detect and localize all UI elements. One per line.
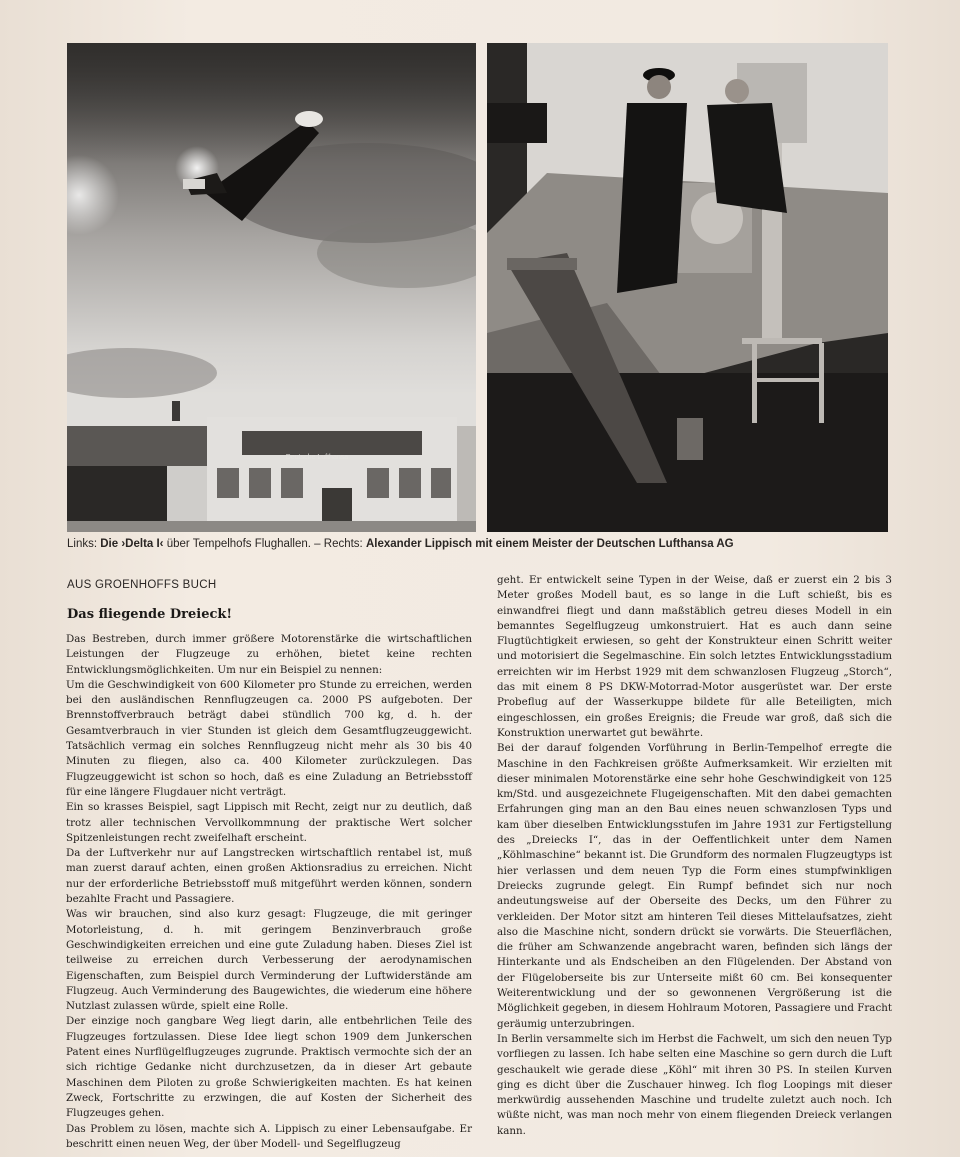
article-headline: Das fliegende Dreieck! (67, 607, 233, 622)
hangar-sign-text: Deutsche Lufthansa (285, 454, 349, 461)
caption-right-title: Alexander Lippisch mit einem Meister der Deutschen Lufthansa AG (365, 538, 734, 550)
photo-delta-over-tempelhof (67, 43, 476, 532)
photo-caption (67, 538, 887, 550)
paragraph: Um die Geschwindigkeit von 600 Kilometer pro Stunde zu erreichen, werden bei den ausländischen Rennflugzeugen ca. 2000 PS aufgeboten. Der Brennstoffverbrauch beträgt dabei stündlich 700 kg, d. h. der Gesamtverbrauch in vier Stunden ist gleich dem Gesamtflugzeuggewicht. Tatsächlich vermag ein solches Rennflugzeug nicht mehr als 30 bis 40 Minuten zu fliegen, also ca. 400 Kilometer zurückzulegen. Das Flugzeuggewicht ist schon so hoch, daß es eine Zuladung an Betriebsstoff für eine längere Flugdauer nicht verträgt. (66, 678, 472, 798)
engine-workshop-photo-illustration (487, 43, 888, 532)
paragraph: Der einzige noch gangbare Weg liegt darin, alle entbehrlichen Teile des Flugzeuges fortzulassen. Diese Idee liegt schon 1909 dem Junkerschen Patent eines Nurflügelflugzeuges zugrunde. Praktisch vermochte sich der an sich richtige Gedanke nicht durchzusetzen, da in dieser Art gebaute Maschinen dem Piloten zu große Schwierigkeiten machten. Es hat keinen Zweck, Fortschritte zu erzwingen, die auf Kosten der Sicherheit des Flugzeuges gehen. (66, 1015, 472, 1120)
caption-middle: über Tempelhofs Flughallen. – Rechts: (163, 538, 366, 550)
paragraph: Das Problem zu lösen, machte sich A. Lippisch zu einer Lebensaufgabe. Er beschritt einen neuen Weg, der über Modell- und Segelflugzeug (66, 1122, 472, 1150)
paragraph: Was wir brauchen, sind also kurz gesagt: Flugzeuge, die mit geringer Motorleistung, d. h. mit geringem Benzinverbrauch große Geschwindigkeiten erreichen und eine gute Zuladung haben. Dieses Ziel ist teilweise zu erreichen durch Verbesserung der aerodynamischen Eigenschaften, zum Beispiel durch Verminderung der Luftwiderstände am Flugzeug. Auch Verminderung des Baugewichtes, die wiederum eine höhere Nutzlast zulassen würde, spielt eine Rolle. (66, 908, 472, 1013)
caption-prefix: Links: (67, 538, 101, 550)
caption-left-title: Die ›Delta I‹ (100, 538, 164, 550)
paragraph: Da der Luftverkehr nur auf Langstrecken wirtschaftlich rentabel ist, muß man zuerst darauf achten, einen großen Aktionsradius zu erreichen. Nicht nur der erforderliche Betriebsstoff muß mitgeführt werden können, sondern bezahlte Fracht und Passagiere. (66, 847, 472, 906)
photo-lippisch-with-mechanic (487, 43, 888, 532)
delta-plane-photo-illustration (67, 43, 476, 532)
paragraph: In Berlin versammelte sich im Herbst die Fachwelt, um sich den neuen Typ vorfliegen zu lassen. Ich habe selten eine Maschine so gern durch die Luft geschaukelt wie gerade diese „Köhl“ mit ihren 30 PS. In steilen Kurven ging es dicht über die Zuschauer hinweg. Ich flog Loopings mit dieser merkwürdig aussehenden Maschine und trudelte zuletzt auch noch. Ich wüßte nicht, was man noch mehr von einem fliegenden Dreieck verlangen kann. (497, 1032, 892, 1137)
paragraph: geht. Er entwickelt seine Typen in der Weise, daß er zuerst ein 2 bis 3 Meter großes Modell baut, es so lange in die Luft schießt, bis es einwandfrei fliegt und dann maßstäblich getreu dieses Modell in ein bemanntes Segelflugzeug umkonstruiert. Hat es auch dann seine Flugtüchtigkeit erwiesen, so geht der Konstrukteur einen Schritt weiter und motorisiert die Segelmaschine. Ein solch letztes Entwicklungsstadium erreichten wir im Herbst 1929 mit dem schwanzlosen Flugzeug „Storch“, das mit einem 8 PS DKW-Motorrad-Motor ausgerüstet war. Der erste Probeflug auf der Wasserkuppe bildete für alle Beteiligten, mich eingeschlossen, ein großes Ereignis; die Freude war groß, daß sich die Konstruktion unerwartet gut bewährte. (497, 574, 892, 739)
section-kicker: AUS GROENHOFFS BUCH (67, 579, 217, 591)
article-column-right (497, 573, 892, 1139)
paragraph: Das Bestreben, durch immer größere Motorenstärke die wirtschaftlichen Leistungen der Flugzeuge zu erhöhen, bietet keine rechten Entwicklungsmöglichkeiten. Um nur ein Beispiel zu nennen: (66, 633, 472, 676)
paragraph: Ein so krasses Beispiel, sagt Lippisch mit Recht, zeigt nur zu deutlich, daß trotz aller technischen Vervollkommnung der praktische Wert solcher Spitzenleistungen recht zweifelhaft erscheint. (66, 801, 472, 844)
article-column-left (66, 632, 472, 1152)
paragraph: Bei der darauf folgenden Vorführung in Berlin-Tempelhof erregte die Maschine in den Fachkreisen größte Aufmerksamkeit. Wir erzielten mit dieser minimalen Motorenstärke eine sehr hohe Geschwindigkeit von 125 km/Std. und ausgezeichnete Flugeigenschaften. Mit den dabei gemachten Erfahrungen ging man an den Bau eines neuen schwanzlosen Typs und kam über dieselben Entwicklungsstufen im Jahre 1931 zur Fertigstellung des „Dreiecks I“, das in der Oeffentlichkeit unter dem Namen „Köhlmaschine“ bekannt ist. Die Grundform des normalen Flugzeugtyps ist hier verlassen und dem neuen Typ die Form eines stumpfwinkligen Dreiecks zugrunde gelegt. Ein Rumpf befindet sich nur noch andeutungsweise auf der Oberseite des Decks, um den Führer zu verkleiden. Der Motor sitzt am hinteren Teil dieses Mittelaufsatzes, zieht also die Maschine nicht, sondern drückt sie vorwärts. Die Steuerflächen, die früher am Schwanzende angebracht waren, befinden sich längs der Hinterkante und als Endscheiben an den Flügelenden. Der Abstand von der Flügeloberseite bis zur Unterseite mißt 60 cm. Bei konsequenter Weiterentwicklung und der so gewonnenen Vergrößerung ist die Möglichkeit gegeben, in diesem Hohlraum Motoren, Passagiere und Fracht geräumig unterzubringen. (497, 742, 892, 1030)
